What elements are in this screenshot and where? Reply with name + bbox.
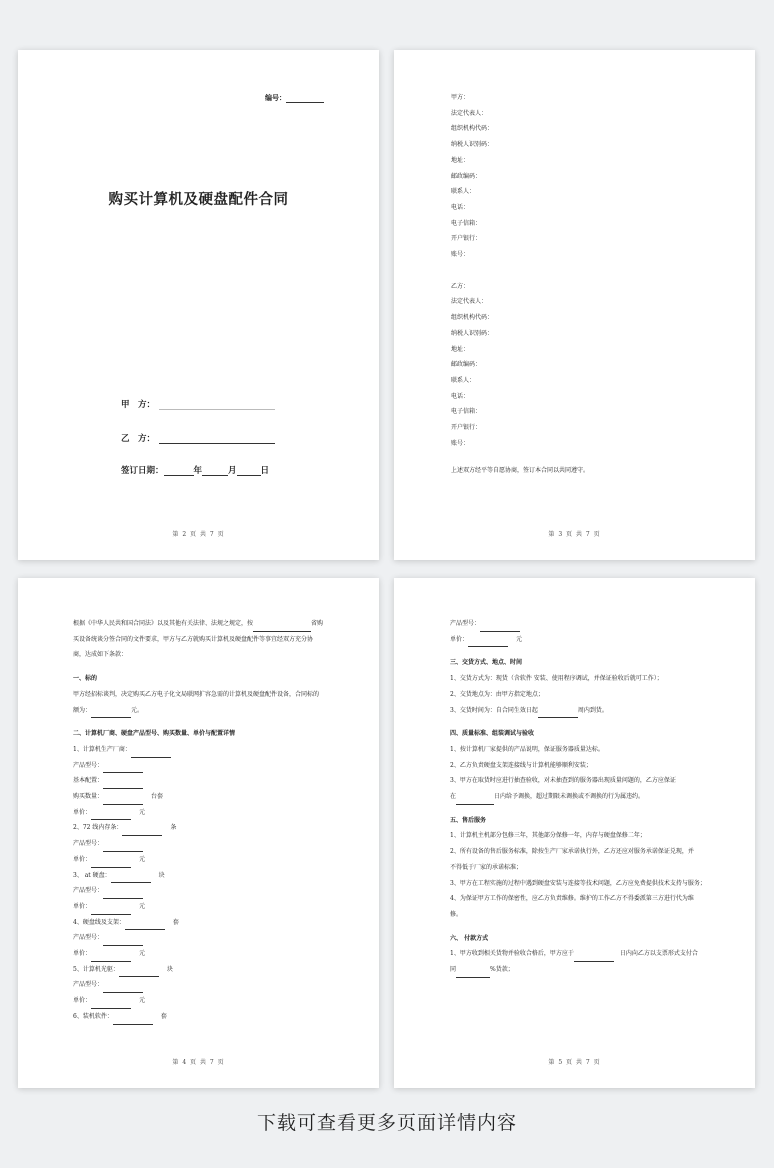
spec-item-label: 产品型号： bbox=[73, 761, 104, 769]
day-blank bbox=[237, 475, 261, 476]
spec-item bbox=[73, 789, 339, 805]
party-info-page bbox=[394, 50, 755, 560]
section-2-heading: 二、计算机厂商、硬盘产品型号、购买数量、单价与配置详情 bbox=[73, 730, 236, 738]
spec-item-label: 产品型号： bbox=[73, 934, 104, 942]
field-label: 电子信箱： bbox=[451, 408, 482, 416]
section-4-line-4: 在 日内给予调换，超过期限未调换或不调换的行为属违约。 bbox=[450, 789, 715, 805]
party-info-lines bbox=[451, 90, 715, 479]
section-6-heading: 六、 付款方式 bbox=[450, 934, 489, 942]
party-a-blank bbox=[159, 409, 275, 410]
party-a-line bbox=[121, 398, 275, 410]
intro-line-1: 根据《中华人民共和国合同法》以及其他有关法律、法规之规定，按 省购 bbox=[73, 616, 339, 632]
terms-page-2 bbox=[394, 578, 755, 1088]
year-blank bbox=[164, 475, 194, 476]
day-label: 日 bbox=[260, 466, 270, 476]
spec-item bbox=[73, 868, 339, 884]
spec-item bbox=[73, 820, 339, 836]
spec-item-unit: 元 bbox=[139, 950, 146, 958]
field-label: 邮政编码： bbox=[451, 172, 482, 180]
field-label: 电话： bbox=[451, 203, 470, 211]
party-b-fields bbox=[451, 279, 715, 452]
spec-item-label: 单价： bbox=[73, 855, 92, 863]
section-3-line-2: 2、交货地点为：由甲方指定地点； bbox=[450, 690, 544, 698]
spec-item-label: 产品型号： bbox=[73, 887, 104, 895]
spec-item-unit: 套 bbox=[172, 918, 179, 926]
party-a-label: 甲 方： bbox=[121, 400, 156, 410]
download-caption: 下载可查看更多页面详情内容 bbox=[256, 1112, 517, 1134]
spec-item-label: 5、计算机光驱： bbox=[73, 965, 119, 973]
spec-item-unit: 块 bbox=[158, 871, 165, 879]
field-label: 开户银行： bbox=[451, 235, 482, 243]
closing-statement: 上述双方经平等自愿协商，签订本合同以共同遵守。 bbox=[451, 467, 590, 475]
spec-item-blank bbox=[113, 1024, 153, 1025]
field-label: 开户银行： bbox=[451, 424, 482, 432]
field-label: 电子信箱： bbox=[451, 219, 482, 227]
top-items bbox=[450, 616, 715, 647]
section-4-line-2: 2、乙方负责硬盘支架连接线与计算机能够顺利安装； bbox=[450, 761, 592, 769]
spec-item-label: 单价： bbox=[73, 950, 92, 958]
field-label: 法定代表人： bbox=[451, 109, 488, 117]
section-5-line-6: 修。 bbox=[450, 910, 463, 918]
section-3-heading: 三、交货方式、地点、时间 bbox=[450, 659, 523, 667]
terms-lines bbox=[450, 616, 715, 978]
section-6-line-1: 1、甲方收到相关货物并验收合格后，甲方应于 日内向乙方以支票形式支付合 bbox=[450, 946, 715, 962]
spec-item bbox=[73, 805, 339, 821]
spec-item-label: 基本配置： bbox=[73, 777, 104, 785]
spec-item-label: 购买数量： bbox=[73, 793, 104, 801]
section-2-items bbox=[73, 742, 339, 1025]
section-6-line-2: 同 %货款； bbox=[450, 962, 715, 978]
intro-line-3: 商，达成如下条款： bbox=[73, 651, 128, 659]
spec-item bbox=[73, 883, 339, 899]
spec-item-unit: 元 bbox=[139, 855, 146, 863]
party-b-label: 乙 方： bbox=[121, 434, 156, 444]
spec-item-label: 单价： bbox=[73, 902, 92, 910]
section-1-line-2: 额为： 元。 bbox=[73, 703, 339, 719]
contract-number bbox=[265, 93, 324, 103]
page-footer: 第 4 页 共 7 页 bbox=[172, 1059, 225, 1066]
party-a-fields bbox=[451, 90, 715, 263]
section-4-line-3: 3、甲方在取货时应进行抽查验收，对未抽查到的服务器出现质量问题的，乙方应保证 bbox=[450, 777, 676, 785]
contract-number-blank bbox=[286, 102, 324, 103]
party-b-blank bbox=[159, 443, 275, 444]
spec-item-label: 产品型号： bbox=[73, 840, 104, 848]
spec-item bbox=[73, 1009, 339, 1025]
watermark bbox=[21, 888, 43, 918]
sign-date-line bbox=[121, 464, 269, 476]
month-blank bbox=[202, 475, 228, 476]
month-label: 月 bbox=[228, 466, 237, 476]
section-1-heading: 一、标的 bbox=[73, 675, 98, 683]
terms-lines bbox=[73, 616, 339, 1025]
spec-item-label: 3、 at 硬盘： bbox=[73, 871, 111, 879]
spec-item-unit: 块 bbox=[166, 965, 173, 973]
field-label: 电话： bbox=[451, 392, 470, 400]
party-b-line bbox=[121, 432, 275, 444]
contract-cover-page bbox=[18, 50, 379, 560]
spec-item bbox=[73, 962, 339, 978]
section-4-line-1: 1、按计算机厂家提供的产品说明，保证服务器质量达标。 bbox=[450, 745, 604, 753]
spec-item-blank bbox=[468, 646, 508, 647]
page-footer: 第 3 页 共 7 页 bbox=[548, 531, 601, 538]
spec-item-label: 单价： bbox=[73, 997, 92, 1005]
field-label: 联系人： bbox=[451, 188, 476, 196]
contract-number-label: 编号： bbox=[265, 94, 286, 102]
spec-item-label: 产品型号： bbox=[73, 981, 104, 989]
spec-item-unit: 元 bbox=[139, 997, 146, 1005]
section-1-line-1: 甲方经招标谈判，决定购买乙方电子化文局联网扩容急需的计算机及硬盘配件设备，合同标的 bbox=[73, 690, 320, 698]
section-4-heading: 四、质量标准、组装调试与验收 bbox=[450, 730, 535, 738]
spec-item bbox=[73, 977, 339, 993]
section-5-line-3: 不得低于厂家的承诺标准； bbox=[450, 863, 523, 871]
section-5-line-4: 3、甲方在工程实施的过程中遇到硬盘安装与连接等技术问题，乙方应免费提供技术支持与服务； bbox=[450, 879, 706, 887]
field-label: 地址： bbox=[451, 345, 470, 353]
field-label: 甲方： bbox=[451, 94, 470, 101]
spec-item bbox=[73, 993, 339, 1009]
section-5-line-5: 4、为保证甲方工作的保密性，应乙方负责维修。维护的工作乙方不得委派第三方进行代为维 bbox=[450, 895, 694, 903]
section-5-heading: 五、售后服务 bbox=[450, 816, 487, 824]
field-label: 邮政编码： bbox=[451, 361, 482, 369]
field-label: 组织机构代码： bbox=[451, 314, 494, 322]
spec-item-unit: 台套 bbox=[151, 793, 164, 801]
spec-item bbox=[73, 899, 339, 915]
section-5-line-2: 2、所有设备的售后服务标准，除按生产厂家承诺执行外，乙方还应对服务承诺保证兑现，并 bbox=[450, 848, 694, 856]
field-label: 联系人： bbox=[451, 376, 476, 384]
spec-item bbox=[73, 773, 339, 789]
spec-item-label: 6、装机软件： bbox=[73, 1012, 113, 1020]
spec-item-unit: 条 bbox=[170, 824, 177, 832]
section-3-line-3: 3、交货时间为：自合同生效日起 周内到货。 bbox=[450, 703, 715, 719]
spec-item bbox=[450, 632, 715, 648]
spec-item bbox=[450, 616, 715, 632]
spec-item bbox=[73, 852, 339, 868]
field-label: 纳税人识别码： bbox=[451, 329, 494, 337]
field-label: 纳税人识别码： bbox=[451, 141, 494, 149]
field-label: 地址： bbox=[451, 156, 470, 164]
field-label: 账号： bbox=[451, 251, 470, 259]
contract-title: 购买计算机及硬盘配件合同 bbox=[108, 192, 289, 208]
page-footer: 第 5 页 共 7 页 bbox=[548, 1059, 601, 1066]
spec-item-label: 4、硬盘线及支架： bbox=[73, 918, 125, 926]
terms-page-1 bbox=[18, 578, 379, 1088]
spec-item bbox=[73, 758, 339, 774]
page-footer: 第 2 页 共 7 页 bbox=[172, 531, 225, 538]
section-5-line-1: 1、计算机主机部分包修三年，其他部分保修一年，内存与硬盘保修二年； bbox=[450, 832, 646, 840]
year-label: 年 bbox=[193, 466, 203, 476]
field-label: 组织机构代码： bbox=[451, 125, 494, 133]
intro-line-2: 买设备统谈分签合同的文件要求，甲方与乙方就购买计算机及硬盘配件等事宜经双方充分协 bbox=[73, 635, 314, 643]
spec-item-unit: 元 bbox=[139, 808, 146, 816]
field-label: 法定代表人： bbox=[451, 298, 488, 306]
spec-item bbox=[73, 930, 339, 946]
spec-item-unit: 元 bbox=[139, 902, 146, 910]
spec-item-label: 1、计算机生产厂商： bbox=[73, 745, 131, 753]
spec-item bbox=[73, 742, 339, 758]
spec-item bbox=[73, 915, 339, 931]
section-3-line-1: 1、交货方式为：现货（含软件 安装、使用程序调试，并保证验收后就可工作）； bbox=[450, 675, 663, 683]
spec-item bbox=[73, 946, 339, 962]
spec-item-label: 单价： bbox=[450, 635, 469, 643]
spec-item bbox=[73, 836, 339, 852]
sign-date-label: 签订日期： bbox=[121, 466, 164, 476]
spec-item-label: 2、72 线内存条： bbox=[73, 824, 123, 832]
field-label: 乙方： bbox=[451, 282, 470, 290]
watermark bbox=[617, 480, 639, 510]
spec-item-unit: 元 bbox=[516, 635, 523, 643]
field-label: 账号： bbox=[451, 439, 470, 447]
spec-item-label: 产品型号： bbox=[450, 620, 481, 627]
spec-item-unit: 套 bbox=[160, 1012, 167, 1020]
spec-item-label: 单价： bbox=[73, 808, 92, 816]
